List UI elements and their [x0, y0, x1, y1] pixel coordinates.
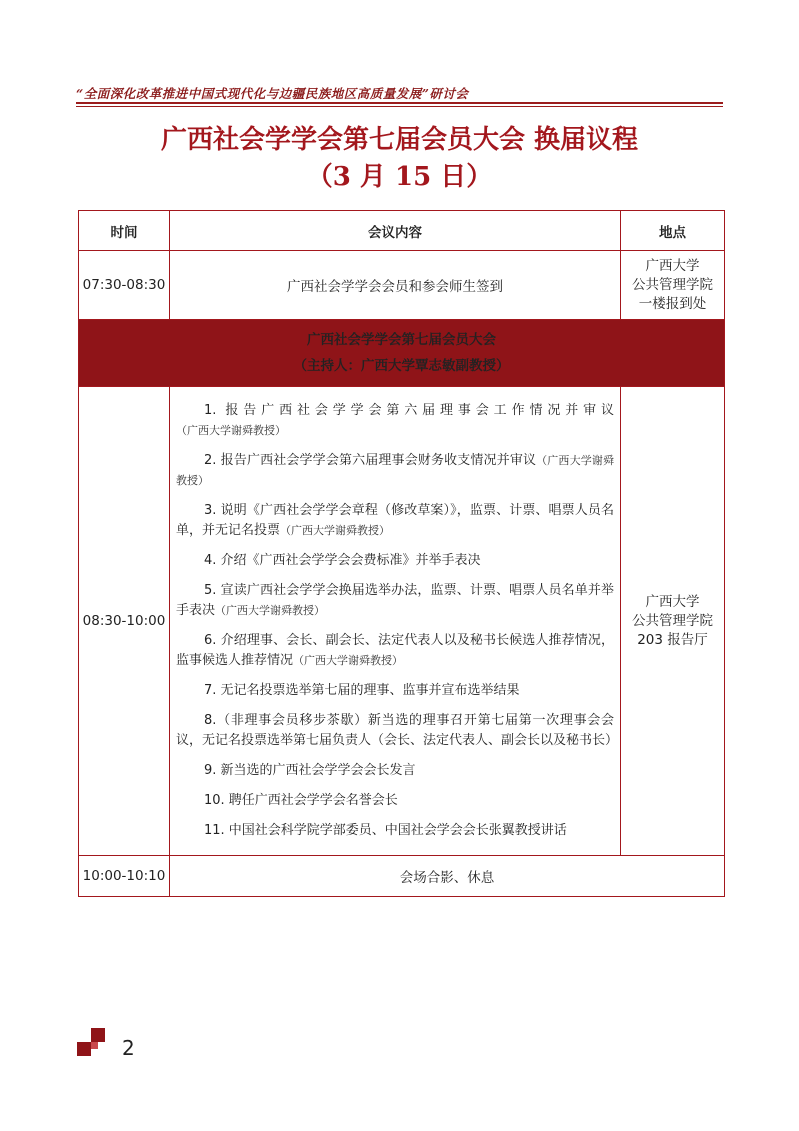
session-location [621, 387, 725, 856]
session-time: 08:30-10:00 [79, 387, 170, 856]
header-location: 地点 [621, 211, 725, 251]
location-line: 公共管理学院 [632, 276, 713, 293]
location-line: 公共管理学院 [632, 612, 713, 629]
table-row-session [79, 387, 725, 856]
banner-host: （主持人：广西大学覃志敏副教授） [293, 358, 510, 374]
break-time: 10:00-10:10 [79, 856, 170, 897]
header-time: 时间 [79, 211, 170, 251]
location-line: 一楼报到处 [638, 295, 707, 312]
agenda-item-text: 10. 聘任广西社会学学会名誉会长 [204, 793, 398, 808]
page-title: 广西社会学学会第七届会员大会 换届议程 [160, 125, 639, 155]
running-header: “全面深化改革推进中国式现代化与边疆民族地区高质量发展”研讨会 [76, 86, 469, 101]
header-content: 会议内容 [170, 211, 621, 251]
agenda-item-text: 2. 报告广西社会学学会第六届理事会财务收支情况并审议 [204, 453, 537, 468]
agenda-item [176, 581, 614, 621]
signin-location [621, 251, 725, 320]
table-row-break [79, 856, 725, 897]
agenda-item [176, 401, 614, 441]
agenda-item [176, 501, 614, 541]
agenda-item-text: 4. 介绍《广西社会学学会会费标准》并举手表决 [204, 553, 481, 568]
agenda-item-text: 5. 宣读广西社会学学会换届选举办法，监票、计票、唱票人员名单并举手表决 [176, 583, 614, 618]
break-content: 会场合影、休息 [170, 856, 725, 897]
session-banner [79, 320, 725, 387]
agenda-item-text: 9. 新当选的广西社会学学会会长发言 [204, 763, 416, 778]
agenda-item-text: 7. 无记名投票选举第七届的理事、监事并宣布选举结果 [204, 683, 520, 698]
agenda-item-note: （广西大学谢舜教授） [215, 604, 326, 617]
agenda-item [176, 681, 614, 701]
agenda-item-note: （广西大学谢舜教授） [176, 454, 615, 487]
signin-time: 07:30-08:30 [79, 251, 170, 320]
header-rule-thin [76, 106, 723, 107]
agenda-item-text: 3. 说明《广西社会学学会章程（修改草案）》，监票、计票、唱票人员名单，并无记名投票 [176, 503, 614, 538]
agenda-table [78, 210, 725, 897]
table-row-signin [79, 251, 725, 320]
banner-title: 广西社会学学会第七届会员大会 [307, 332, 496, 348]
agenda-item-note: （广西大学谢舜教授） [176, 424, 286, 437]
agenda-item-text: 8.（非理事会员移步茶歇）新当选的理事召开第七届第一次理事会会议，无记名投票选举第七届负责人（会长、法定代表人、副会长以及秘书长） [176, 713, 619, 748]
location-line: 广西大学 [645, 257, 700, 274]
agenda-item [176, 551, 614, 571]
agenda-item [176, 791, 614, 811]
table-header-row [79, 211, 725, 251]
page-number: 2 [122, 1036, 135, 1060]
signin-content: 广西社会学学会会员和参会师生签到 [170, 251, 621, 320]
session-banner-row [79, 320, 725, 387]
agenda-item-note: （广西大学谢舜教授） [293, 654, 404, 667]
agenda-item-note: （广西大学谢舜教授） [280, 524, 391, 537]
location-line: 203 报告厅 [637, 631, 708, 648]
agenda-item-text: 11. 中国社会科学院学部委员、中国社会学会会长张翼教授讲话 [204, 823, 567, 838]
agenda-item [176, 631, 614, 671]
location-line: 广西大学 [645, 593, 700, 610]
agenda-item [176, 821, 614, 841]
agenda-item [176, 761, 614, 781]
agenda-item [176, 711, 619, 751]
header-rule [76, 102, 723, 104]
agenda-item [176, 451, 614, 491]
page-subtitle-date: （3 月 15 日） [306, 162, 493, 192]
agenda-item-text: 1. 报告广西社会学学会第六届理事会工作情况并审议 [204, 403, 614, 418]
agenda-item-text: 6. 介绍理事、会长、副会长、法定代表人以及秘书长候选人推荐情况，监事候选人推荐情况 [176, 633, 614, 668]
agenda-list [170, 387, 621, 856]
